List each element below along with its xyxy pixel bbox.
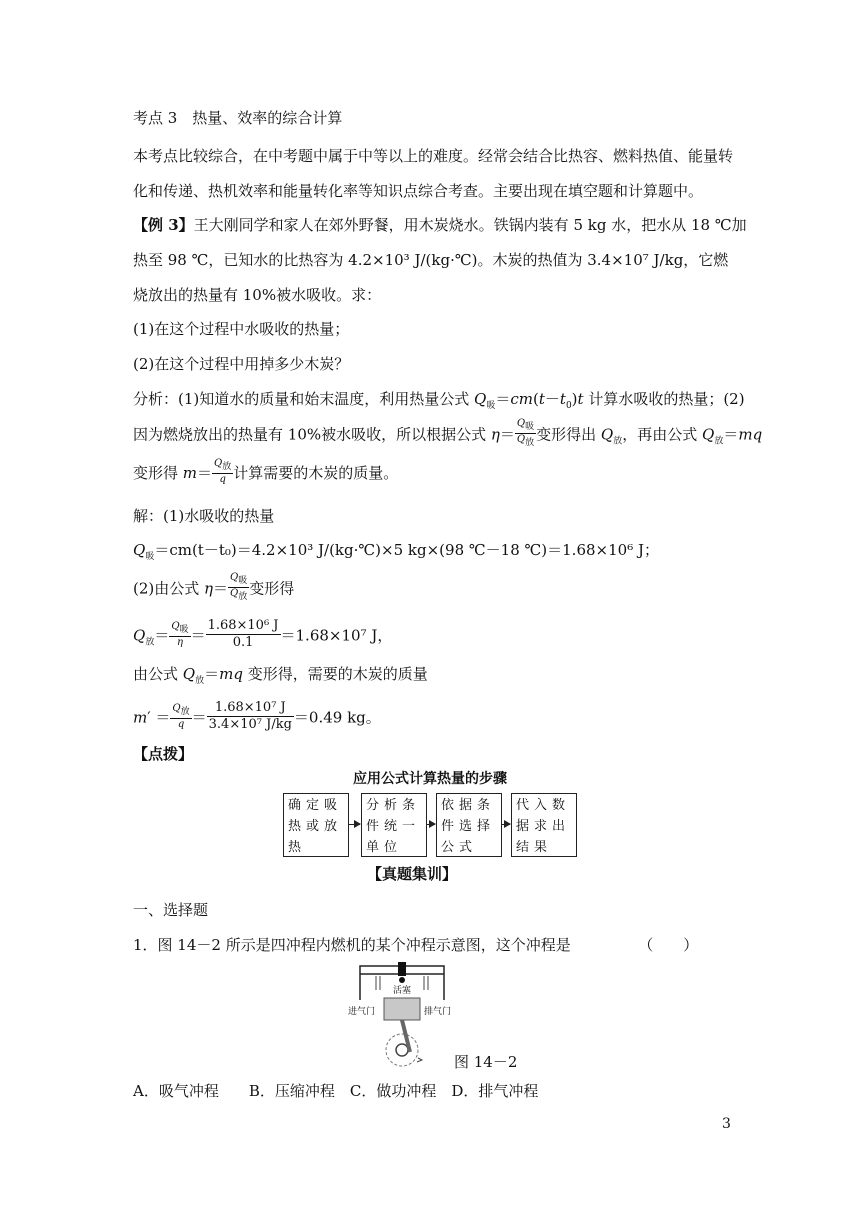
question-2: (2)在这个过程中用掉多少木炭？ [133,355,350,373]
analysis-text-2c: ，再由公式 [622,425,703,444]
analysis-text-3a: 变形得 [133,464,183,482]
solution-text-4a: 由公式 [133,665,183,683]
question-1: (1)在这个过程中水吸收的热量； [133,320,350,338]
eq5-fraction [207,700,294,733]
intro-line-2: 化和传递、热机效率和能量转化率等知识点综合考查。主要出现在填空题和计算题中。 [133,182,704,200]
solution-line-4: 由公式 $Q_放=mq$ 变形得，需要的木炭的质量 [133,665,428,686]
zhenti-heading: 【真题集训】 [367,865,458,883]
solution-text-4b: 变形得，需要的木炭的质量 [242,665,428,683]
question-options: A．吸气冲程 B．压缩冲程 C．做功冲程 D．排气冲程 [133,1082,539,1100]
dianbo-heading: 【点拨】 [133,745,194,763]
kaodian-heading: 考点 3 热量、效率的综合计算 [133,109,343,127]
analysis-text-2a: 因为燃烧放出的热量有 10%被水吸收，所以根据公式 [133,425,491,444]
analysis-text-2b: 变形得出 [536,425,601,444]
section-heading: 一、选择题 [133,901,209,919]
analysis-text-3b: 计算需要的木炭的质量。 [233,464,399,482]
fig-label-out: 排气门 [424,1007,452,1017]
question-stem: 1．图 14－2 所示是四冲程内燃机的某个冲程示意图，这个冲程是 （ ） [133,936,699,954]
solution-eq-1: $Q_吸=cm(t-t_0)=4.2\times 10^3$ J/(kg·℃)×5 kg×(98 ℃－18 ℃)＝1.68×10⁶ J； [133,541,659,562]
example-line-1 [133,215,747,235]
flow-step-1: 确定吸热或放热 [283,793,349,857]
analysis-line-1: 分析：(1)知道水的质量和始末温度，利用热量公式 $Q_吸=cm(t-t_0)t$ 计算水吸收的热量；(2) [133,390,745,411]
eq3-fraction [206,618,281,651]
example-line-3: 烧放出的热量有 10%被水吸收。求： [133,286,382,304]
analysis-text-1a: 分析：(1)知道水的质量和始末温度，利用热量公式 [133,390,475,408]
flow-step-4: 代入数据求出结果 [511,793,577,857]
spark-plug-icon [398,962,406,983]
flow-step-3: 依据条件选择公式 [436,793,502,857]
eta-fraction: $\frac{Q_吸}{Q_放}$ [516,418,535,448]
solution-line-2: (2)由公式 η＝ $\frac{Q_吸}{Q_放}$ 变形得 [133,572,295,602]
eq3-denominator: 0.1 [232,635,254,650]
page-number: 3 [722,1116,731,1132]
fig-label-piston: 活塞 [392,986,412,996]
flow-arrow-1 [349,824,360,825]
example-text-1: 王大刚同学和家人在郊外野餐，用木炭烧水。铁锅内装有 5 kg 水，把水从 18 ℃加 [193,216,747,234]
solution-title: 解：(1)水吸收的热量 [133,507,275,525]
q-over-eta-fraction: $\frac{Q_吸}{\eta}$ [171,620,189,648]
eta-fraction-2: $\frac{Q_吸}{Q_放}$ [230,572,248,602]
analysis-line-2: 因为燃烧放出的热量有 10%被水吸收，所以根据公式 η＝ $\frac{Q_吸}{Q_放}$ 变形得出 $Q_放$，再由公式 $Q_放=mq$ [133,418,763,448]
piston-shape [384,998,420,1020]
intro-line-1: 本考点比较综合，在中考题中属于中等以上的难度。经常会结合比热容、燃料热值、能量转 [133,147,734,165]
example-tag: 【例 3】 [133,216,194,234]
solution-eq-3: $Q_放=$ $\frac{Q_吸}{\eta}$ ＝ $\frac{\text{1.68×10⁶ J}}{0.1}$ ＝1.68×10⁷ J， [133,618,393,650]
engine-diagram [346,962,458,1070]
flow-arrow-3 [502,824,510,825]
eq3-numerator: 1.68×10⁶ J [207,618,279,633]
solution-eq-1-text: ＝cm(t－t₀)＝4.2×10³ J/(kg·℃)×5 kg×(98 ℃－18 ℃)＝1.68×10⁶ J； [154,541,659,559]
example-line-2: 热至 98 ℃，已知水的比热容为 4.2×10³ J/(kg·℃)。木炭的热值为 3.4×10⁷ J/kg，它燃 [133,251,729,269]
figure-caption: 图 14－2 [454,1053,518,1071]
solution-text-2a: (2)由公式 [133,579,205,598]
solution-text-2b: 变形得 [249,579,295,598]
flow-step-2: 分析条件统一单位 [361,793,427,857]
flow-title: 应用公式计算热量的步骤 [353,771,507,787]
analysis-text-1b: 计算水吸收的热量；(2) [583,390,745,408]
solution-eq-5: m′ ＝ $\frac{Q_放}{q}$ ＝ $\frac{\text{1.68×10⁷ J}}{\text{3.4×10⁷ J/kg}}$ ＝0.49 kg。 [133,700,381,732]
qfang-over-q-fraction: $\frac{Q_放}{q}$ [172,702,190,730]
fig-label-in: 进气门 [348,1007,376,1017]
m-fraction: $\frac{Q_放}{q}$ [214,458,232,485]
eq5-denominator: 3.4×10⁷ J/kg [208,717,292,732]
analysis-line-3: 变形得 m＝ $\frac{Q_放}{q}$ 计算需要的木炭的质量。 [133,458,399,485]
eq3-result: ＝1.68×10⁷ J， [280,626,393,645]
eq5-numerator: 1.68×10⁷ J [207,700,294,717]
flow-arrow-2 [427,824,435,825]
eq5-result: ＝0.49 kg。 [293,708,381,727]
